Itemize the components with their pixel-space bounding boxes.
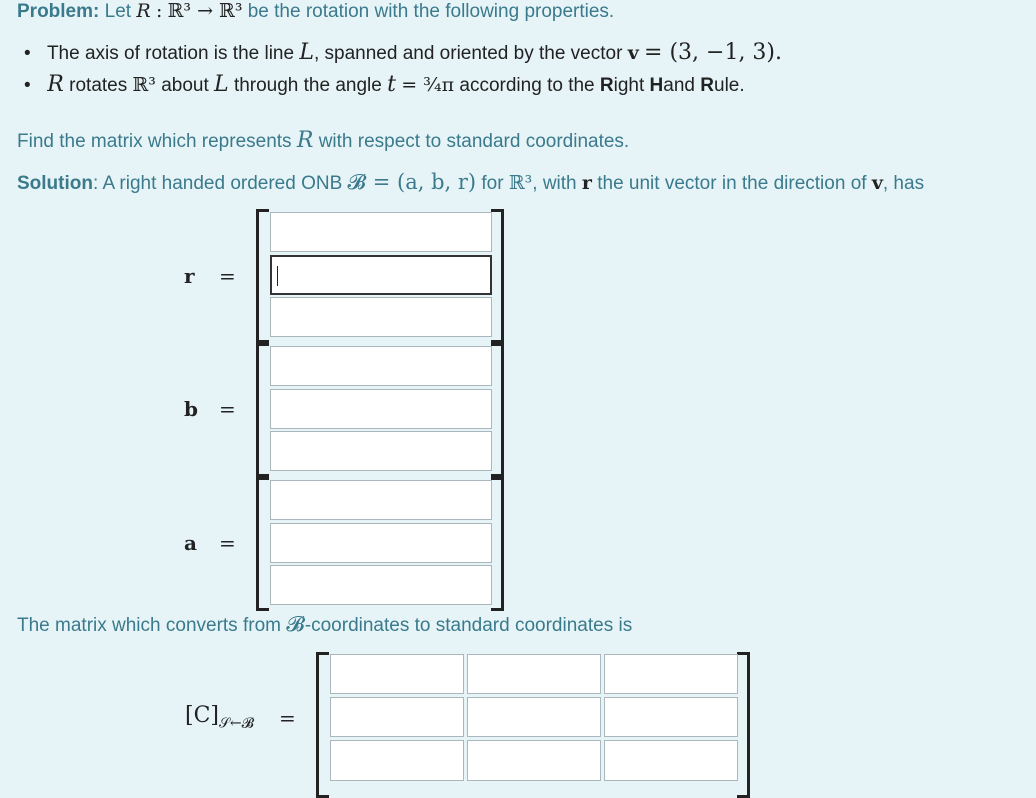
a-right-bracket bbox=[491, 477, 504, 611]
axis-text: The axis of rotation is the line bbox=[46, 43, 295, 64]
vector-r: r bbox=[581, 172, 592, 194]
matrix-cell-2-2-input[interactable] bbox=[467, 697, 601, 737]
rotation-symbol: R bbox=[136, 0, 151, 22]
axis-mid: , spanned and oriented by the vector bbox=[313, 43, 623, 64]
angle-symbol: t bbox=[387, 72, 396, 97]
matrix-cell-2-1-input[interactable] bbox=[330, 697, 464, 737]
rule-ule: ule. bbox=[714, 75, 745, 96]
a-component-1-input[interactable] bbox=[270, 480, 492, 520]
r-component-3-input[interactable] bbox=[270, 297, 492, 337]
rotation-symbol: R bbox=[47, 72, 64, 97]
space-symbol: ℝ³ bbox=[132, 74, 156, 96]
solution-end: , has bbox=[882, 173, 925, 194]
vector-v: v bbox=[627, 42, 639, 64]
matrix-right-bracket bbox=[737, 652, 750, 798]
solution-statement bbox=[17, 170, 924, 195]
a-vector-label: a bbox=[184, 531, 197, 555]
a-component-3-input[interactable] bbox=[270, 565, 492, 605]
matrix-subscript: 𝒮←𝓑 bbox=[219, 715, 254, 732]
solution-for: for bbox=[481, 173, 504, 194]
r-left-bracket bbox=[256, 209, 269, 343]
solution-label: Solution bbox=[17, 173, 93, 194]
a-component-2-input[interactable] bbox=[270, 523, 492, 563]
map-colon: : bbox=[155, 0, 163, 22]
through-text: through the angle bbox=[233, 75, 382, 96]
domain-codomain: ℝ³ → ℝ³ bbox=[167, 0, 243, 22]
rotation-symbol: R bbox=[296, 128, 314, 153]
problem-lead: Let bbox=[104, 1, 132, 22]
text-caret bbox=[277, 266, 278, 286]
matrix-cell-1-3-input[interactable] bbox=[604, 654, 738, 694]
convert-pre: The matrix which converts from bbox=[17, 615, 281, 636]
bullet-dot: • bbox=[24, 43, 31, 64]
problem-label: Problem: bbox=[17, 1, 100, 22]
rule-and: and bbox=[663, 75, 695, 96]
r-component-2-input[interactable] bbox=[270, 255, 492, 295]
find-post: with respect to standard coordinates. bbox=[318, 131, 630, 152]
convert-statement bbox=[17, 612, 632, 637]
matrix-cell-3-1-input[interactable] bbox=[330, 740, 464, 781]
a-left-bracket bbox=[256, 477, 269, 611]
problem-tail: be the rotation with the following properties. bbox=[247, 1, 615, 22]
problem-statement bbox=[17, 0, 614, 23]
rule-ight: ight bbox=[613, 75, 645, 96]
r-component-1-input[interactable] bbox=[270, 212, 492, 252]
solution-pre: : A right handed ordered ONB bbox=[92, 173, 343, 194]
convert-post: -coordinates to standard coordinates is bbox=[304, 615, 633, 636]
rule-h: H bbox=[649, 75, 664, 96]
basis-symbol: 𝓑 bbox=[286, 612, 305, 636]
matrix-cell-1-2-input[interactable] bbox=[467, 654, 601, 694]
b-component-3-input[interactable] bbox=[270, 431, 492, 471]
b-vector-label: b bbox=[184, 397, 198, 421]
line-symbol: L bbox=[214, 72, 229, 97]
line-symbol: L bbox=[299, 40, 314, 65]
matrix-symbol: [C] bbox=[185, 703, 219, 728]
equals-sign: = bbox=[279, 706, 296, 730]
b-component-1-input[interactable] bbox=[270, 346, 492, 386]
find-pre: Find the matrix which represents bbox=[17, 131, 292, 152]
angle-bullet bbox=[24, 72, 745, 97]
matrix-cell-3-3-input[interactable] bbox=[604, 740, 738, 781]
matrix-cell-1-1-input[interactable] bbox=[330, 654, 464, 694]
about-text: about bbox=[161, 75, 209, 96]
b-right-bracket bbox=[491, 343, 504, 477]
rotates-text: rotates bbox=[69, 75, 128, 96]
matrix-cell-2-3-input[interactable] bbox=[604, 697, 738, 737]
axis-bullet bbox=[24, 40, 782, 65]
vector-v: v bbox=[871, 172, 883, 194]
equals-sign: = bbox=[219, 397, 236, 421]
b-left-bracket bbox=[256, 343, 269, 477]
equals-sign: = bbox=[219, 531, 236, 555]
find-instruction bbox=[17, 128, 629, 153]
rule-r: R bbox=[599, 75, 614, 96]
solution-with: , with bbox=[532, 173, 577, 194]
rule-pre: according to the bbox=[459, 75, 595, 96]
rule-r2: R bbox=[700, 75, 714, 96]
solution-dir: the unit vector in the direction of bbox=[597, 173, 867, 194]
space-symbol: ℝ³ bbox=[508, 172, 533, 194]
change-of-basis-label bbox=[185, 703, 254, 731]
basis-definition: 𝓑 = (a, b, r) bbox=[347, 170, 477, 194]
r-right-bracket bbox=[491, 209, 504, 343]
r-vector-label: r bbox=[184, 264, 195, 288]
vector-value: = (3, −1, 3). bbox=[644, 40, 782, 65]
matrix-left-bracket bbox=[316, 652, 329, 798]
b-component-2-input[interactable] bbox=[270, 389, 492, 429]
bullet-dot: • bbox=[24, 75, 31, 96]
equals-sign: = bbox=[219, 264, 236, 288]
angle-value: = ¾π bbox=[401, 74, 455, 96]
matrix-cell-3-2-input[interactable] bbox=[467, 740, 601, 781]
